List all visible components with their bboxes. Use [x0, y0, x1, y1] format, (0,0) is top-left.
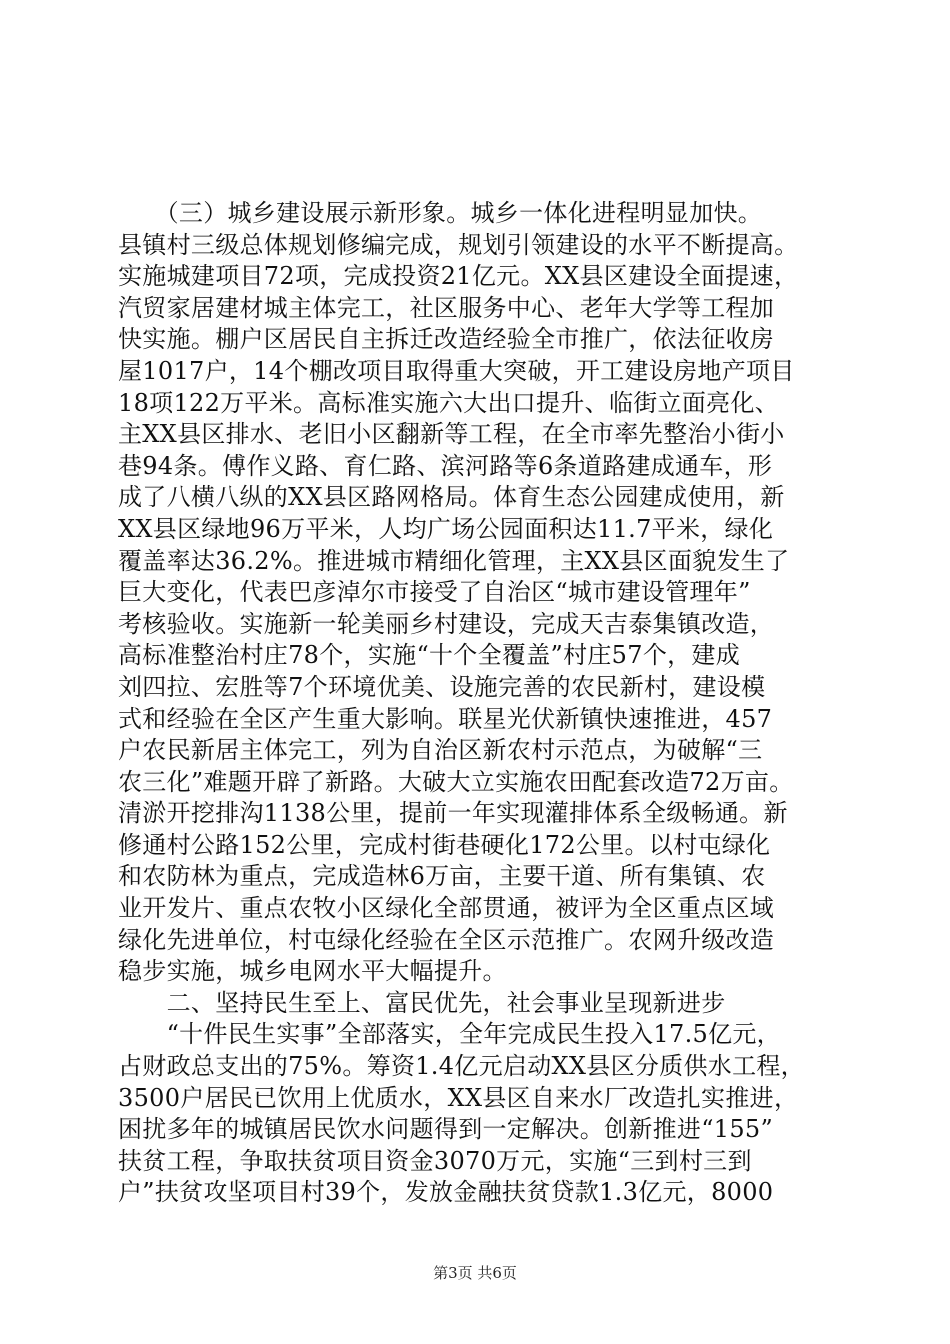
body-text: [118, 198, 838, 1209]
text-line: 18项122万平米。高标准实施六大出口提升、临街立面亮化、: [118, 388, 780, 417]
text-line: 县镇村三级总体规划修编完成，规划引领建设的水平不断提高。: [118, 230, 799, 259]
text-line: 屋1017户，14个棚改项目取得重大突破，开工建设房地产项目: [118, 356, 795, 385]
text-line: 3500户居民已饮用上优质水，XX县区自来水厂改造扎实推进，: [118, 1083, 799, 1112]
text-line: 清淤开挖排沟1138公里，提前一年实现灌排体系全级畅通。新: [118, 799, 788, 828]
text-line: 绿化先进单位，村屯绿化经验在全区示范推广。农网升级改造: [118, 925, 775, 954]
text-line: 成了八横八纵的XX县区路网格局。体育生态公园建成使用，新: [118, 483, 785, 512]
text-line: 困扰多年的城镇居民饮水问题得到一定解决。创新推进“155”: [118, 1115, 774, 1144]
text-line: 户”扶贫攻坚项目村39个，发放金融扶贫贷款1.3亿元，8000: [118, 1178, 774, 1207]
text-line: 扶贫工程，争取扶贫项目资金3070万元，实施“三到村三到: [118, 1146, 752, 1175]
text-line: 占财政总支出的75%。筹资1.4亿元启动XX县区分质供水工程，: [118, 1052, 805, 1081]
text-line: 高标准整治村庄78个，实施“十个全覆盖”村庄57个，建成: [118, 641, 741, 670]
text-line: （三）城乡建设展示新形象。城乡一体化进程明显加快。: [118, 199, 763, 227]
text-line: 修通村公路152公里，完成村街巷硬化172公里。以村屯绿化: [118, 830, 771, 859]
text-line: 巷94条。傅作义路、育仁路、滨河路等6条道路建成通车，形: [118, 451, 773, 480]
text-line: 业开发片、重点农牧小区绿化全部贯通，被评为全区重点区域: [118, 894, 775, 923]
text-line: “十件民生实事”全部落实，全年完成民生投入17.5亿元，: [118, 1020, 781, 1049]
text-line: 实施城建项目72项，完成投资21亿元。XX县区建设全面提速，: [118, 262, 799, 291]
text-line: 覆盖率达36.2%。推进城市精细化管理，主XX县区面貌发生了: [118, 546, 790, 575]
text-line: 户农民新居主体完工，列为自治区新农村示范点，为破解“三: [118, 736, 763, 765]
section-heading: 二、坚持民生至上、富民优先，社会事业呈现新进步: [118, 988, 726, 1017]
text-line: 稳步实施，城乡电网水平大幅提升。: [118, 957, 507, 986]
text-line: 和农防林为重点，完成造林6万亩，主要干道、所有集镇、农: [118, 862, 766, 891]
text-line: 农三化”难题开辟了新路。大破大立实施农田配套改造72万亩。: [118, 767, 794, 796]
text-line: 主XX县区排水、老旧小区翻新等工程，在全市率先整治小街小: [118, 420, 785, 449]
text-line: 快实施。棚户区居民自主拆迁改造经验全市推广，依法征收房: [118, 325, 775, 354]
text-line: 式和经验在全区产生重大影响。联星光伏新镇快速推进，457: [118, 704, 773, 733]
text-line: 巨大变化，代表巴彦淖尔市接受了自治区“城市建设管理年”: [118, 578, 751, 607]
text-line: 考核验收。实施新一轮美丽乡村建设，完成天吉泰集镇改造，: [118, 609, 775, 638]
text-line: XX县区绿地96万平米，人均广场公园面积达11.7平米，绿化: [118, 514, 774, 543]
text-line: 汽贸家居建材城主体完工，社区服务中心、老年大学等工程加: [118, 293, 775, 322]
page-footer: 第3页 共6页: [433, 1264, 517, 1282]
text-line: 刘四拉、宏胜等7个环境优美、设施完善的农民新村，建设模: [118, 672, 766, 701]
